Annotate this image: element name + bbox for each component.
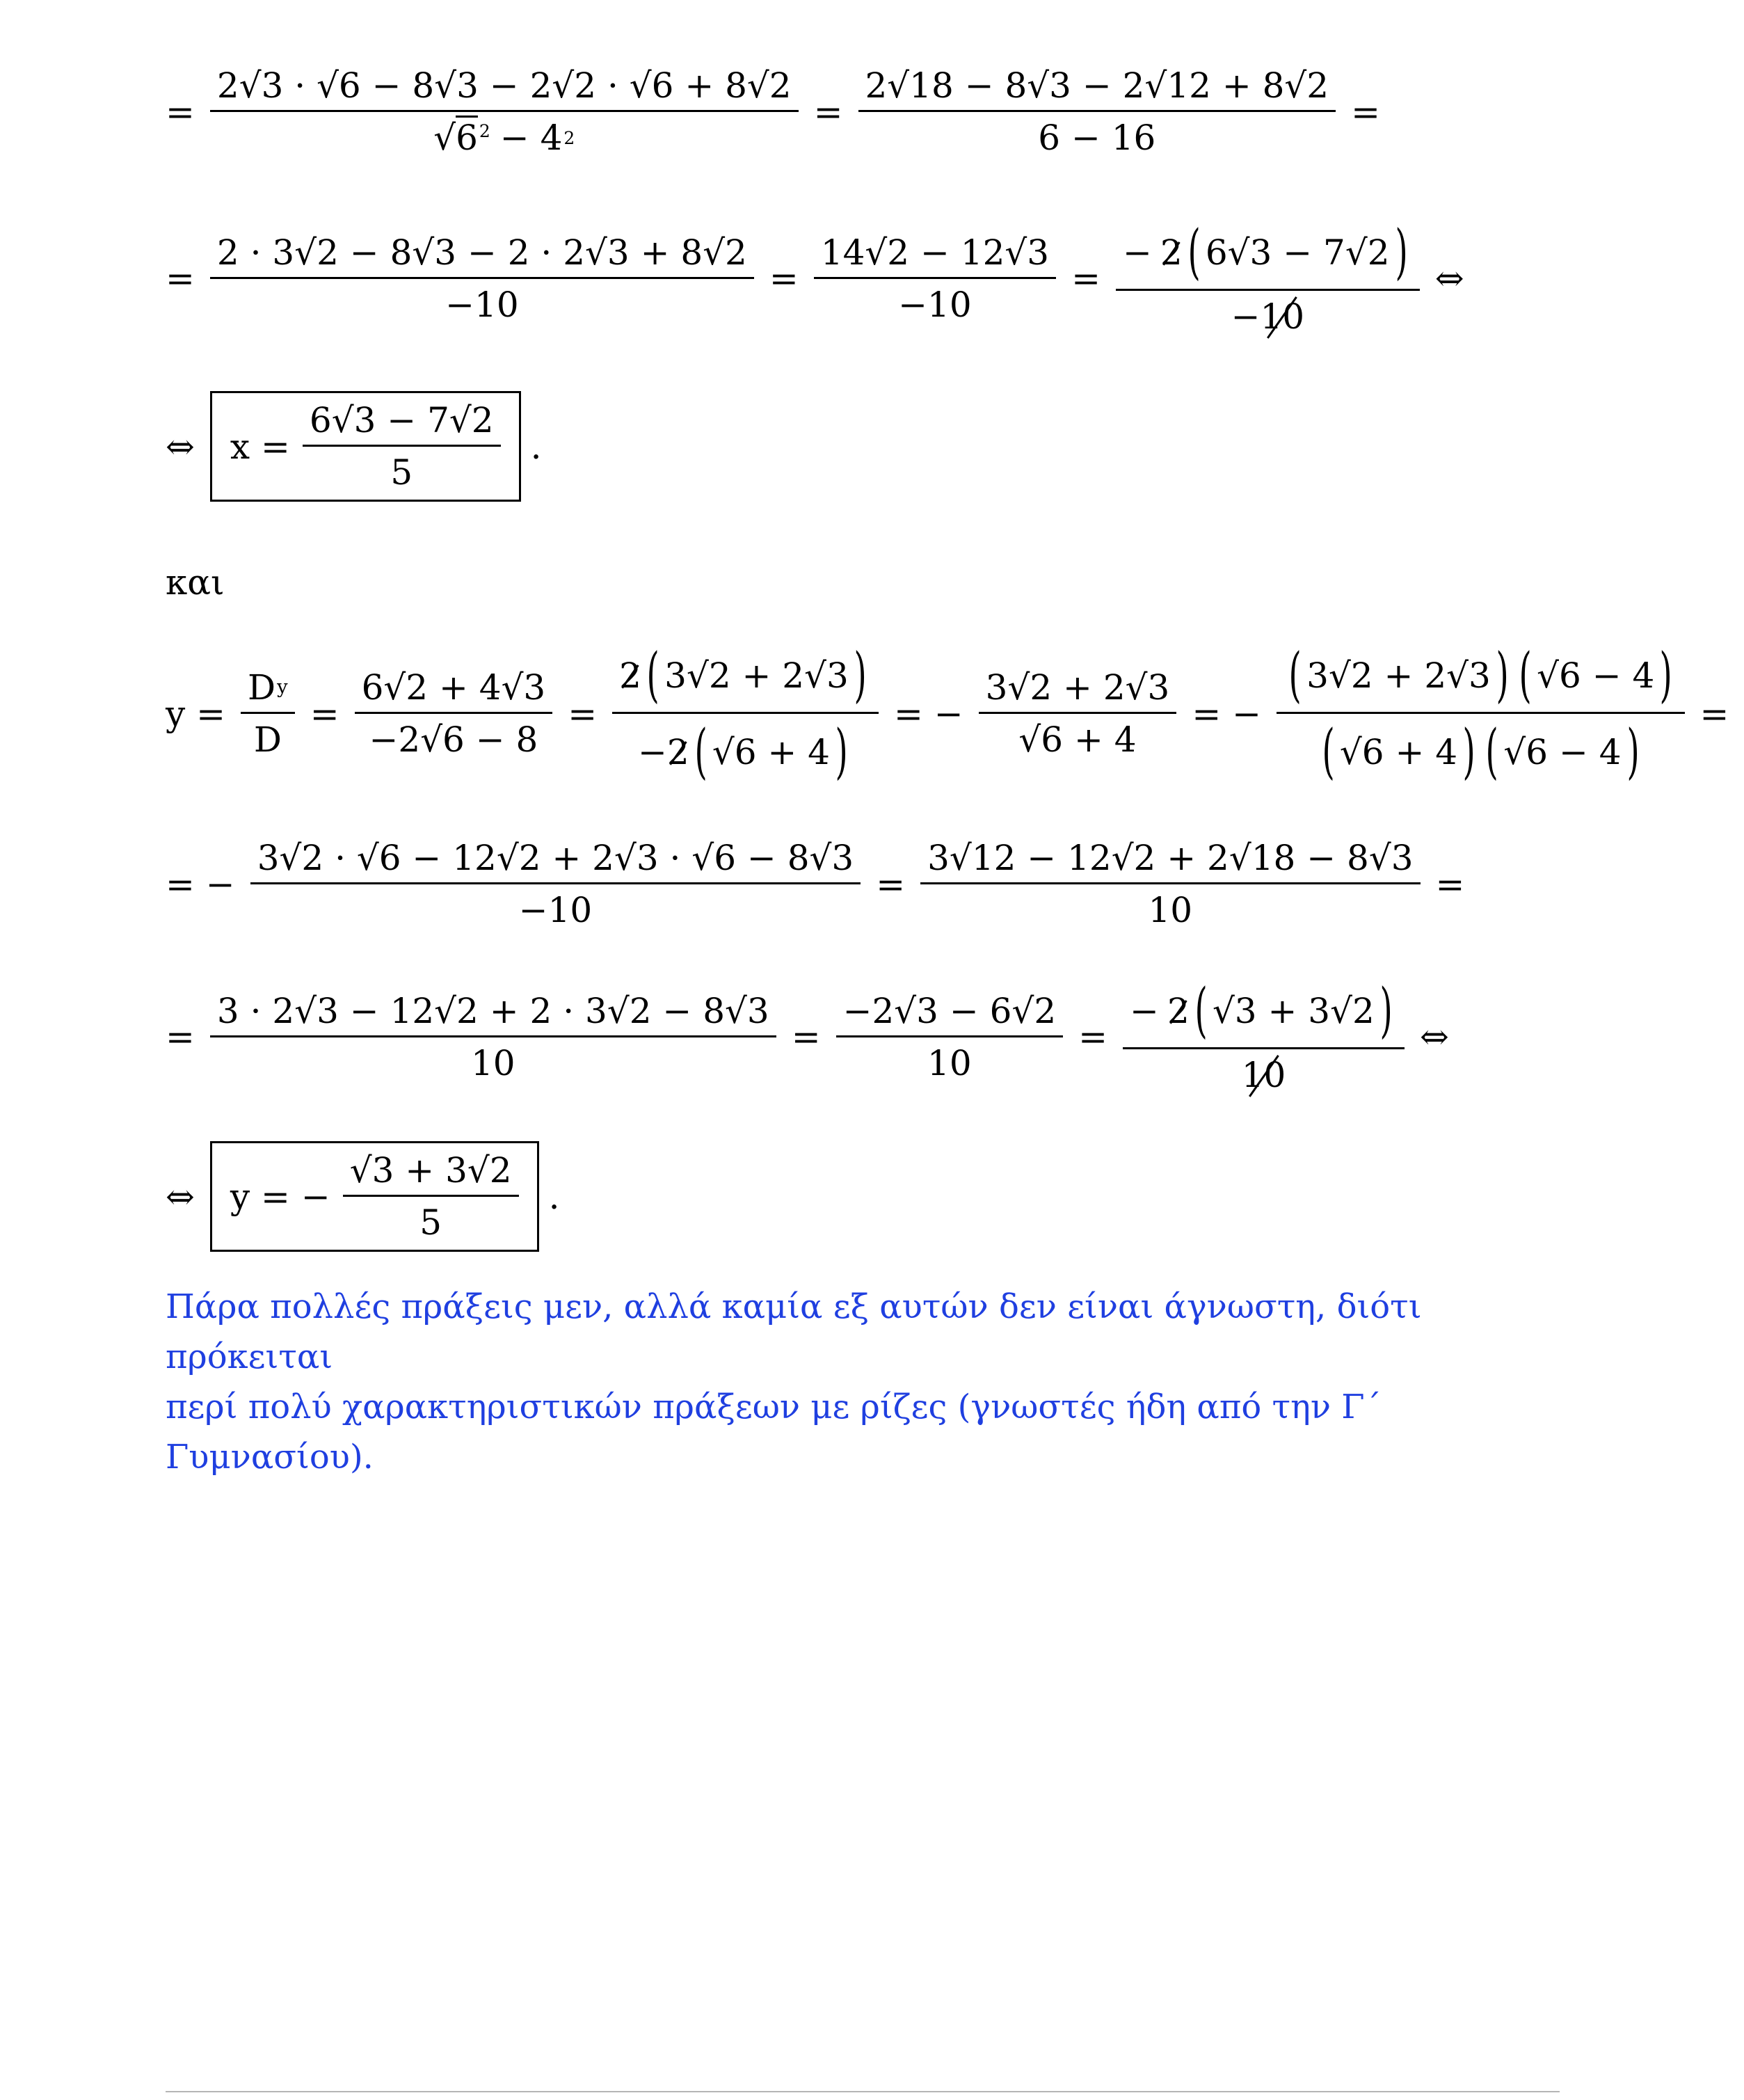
fraction xyxy=(920,838,1420,930)
denominator: 10 xyxy=(210,1035,776,1081)
fraction xyxy=(343,1150,519,1243)
denominator: D xyxy=(241,712,295,757)
equals-sign: = xyxy=(568,693,598,734)
numerator: √3 + 3√2 xyxy=(349,1150,512,1191)
fraction xyxy=(836,990,1064,1083)
cancelled-factor: 2 xyxy=(1160,232,1183,273)
fraction xyxy=(241,667,295,760)
equals-minus: = − xyxy=(893,693,963,734)
denominator: − 10 xyxy=(1116,289,1420,334)
denominator: −10 xyxy=(210,277,754,322)
fraction xyxy=(612,641,879,786)
denominator: 5 xyxy=(303,445,501,490)
numerator: 6√2 + 4√3 xyxy=(361,667,546,708)
denominator: −2√6 − 8 xyxy=(355,712,553,757)
fraction xyxy=(210,990,776,1083)
equals-sign: = xyxy=(1078,1017,1108,1057)
numerator: − 2 ( 6√3 − 7√2 ) xyxy=(1122,218,1408,287)
footer-rule xyxy=(166,2091,1560,2092)
equation-line-y3 xyxy=(166,976,1464,1095)
numerator: 2√18 − 8√3 − 2√12 + 8√2 xyxy=(865,65,1329,106)
equation-line-1 xyxy=(166,65,1395,158)
iff-arrow: ⇔ xyxy=(1434,258,1464,299)
cancelled-factor: 2 xyxy=(619,655,641,696)
denominator: ( √6 + 4 ) ( √6 − 4 ) xyxy=(1277,712,1685,781)
numerator: −2√3 − 6√2 xyxy=(842,990,1057,1031)
equals-minus: = − xyxy=(166,864,235,905)
equation-line-y2 xyxy=(166,838,1480,930)
equals-sign: = xyxy=(310,693,339,734)
fraction xyxy=(355,667,553,760)
fraction xyxy=(858,65,1336,158)
denominator: 6 − 16 xyxy=(858,110,1336,155)
denominator: −10 xyxy=(814,277,1056,322)
fraction xyxy=(250,838,861,930)
equals-sign: = xyxy=(791,1017,821,1057)
fraction xyxy=(1277,641,1685,786)
numerator: 3 · 2√3 − 12√2 + 2 · 3√2 − 8√3 xyxy=(216,990,769,1031)
numerator: − 2 ( √3 + 3√2 ) xyxy=(1130,976,1393,1045)
denominator: 10 xyxy=(836,1035,1064,1081)
numerator: ( 3√2 + 2√3 ) ( √6 − 4 ) xyxy=(1288,641,1673,710)
note-line-2: περί πολύ χαρακτηριστικών πράξεων με ρίζες (γνωστές ήδη από την Γ΄ Γυμνασίου). xyxy=(166,1387,1382,1477)
iff-arrow: ⇔ xyxy=(1419,1017,1449,1057)
minus-four: − 4 xyxy=(499,118,563,158)
cancelled-factor: 2 xyxy=(666,731,689,772)
y-label: y = xyxy=(166,693,226,734)
equals-minus: = − xyxy=(1192,693,1261,734)
denominator xyxy=(210,110,799,158)
equals-sign: = xyxy=(166,91,195,132)
x-result-box xyxy=(210,391,521,502)
numerator: 3√12 − 12√2 + 2√18 − 8√3 xyxy=(927,838,1414,878)
denominator: − 2 ( √6 + 4 ) xyxy=(612,712,879,781)
equals-sign: = xyxy=(876,864,906,905)
numerator: 2 · 3√2 − 8√3 − 2 · 2√3 + 8√2 xyxy=(216,232,747,273)
cancelled-factor: 10 xyxy=(1260,296,1305,337)
denominator: −10 xyxy=(250,882,861,928)
numerator: D y xyxy=(248,667,288,708)
left-paren: ( xyxy=(1187,218,1201,287)
x-label: x = xyxy=(230,426,290,467)
fraction xyxy=(814,232,1056,325)
iff-arrow: ⇔ xyxy=(166,1176,195,1217)
fraction xyxy=(210,232,754,325)
equals-sign: = xyxy=(813,91,843,132)
denominator: √6 + 4 xyxy=(979,712,1177,757)
exponent: 2 xyxy=(563,127,575,148)
equals-sign: = xyxy=(166,258,195,299)
period: . xyxy=(548,1176,560,1217)
equals-sign: = xyxy=(769,258,799,299)
equals-sign: = xyxy=(1699,693,1729,734)
equals-sign: = xyxy=(1071,258,1101,299)
y-result-line xyxy=(166,1141,559,1252)
equation-line-2 xyxy=(166,218,1480,337)
fraction xyxy=(210,65,799,158)
sqrt-six-squared: $√6^2$ xyxy=(433,120,490,155)
note-line-1: Πάρα πολλές πράξεις μεν, αλλά καμία εξ αυτών δεν είναι άγνωστη, διότι πρόκειται xyxy=(166,1287,1422,1376)
numerator: 3√2 · √6 − 12√2 + 2√3 · √6 − 8√3 xyxy=(257,838,854,878)
equals-sign: = xyxy=(1351,91,1381,132)
numerator: 2 ( 3√2 + 2√3 ) xyxy=(619,641,867,710)
fraction xyxy=(1123,976,1405,1095)
x-result-line xyxy=(166,391,541,502)
equals-sign: = xyxy=(166,1017,195,1057)
fraction xyxy=(1116,218,1420,337)
equals-sign: = xyxy=(1435,864,1465,905)
denominator: 10 xyxy=(920,882,1420,928)
right-paren: ) xyxy=(1394,218,1408,287)
numerator: 14√2 − 12√3 xyxy=(820,232,1050,273)
cancelled-factor: 2 xyxy=(1167,990,1190,1031)
y-label: y = − xyxy=(230,1176,330,1217)
fraction xyxy=(303,400,501,493)
numerator: 3√2 + 2√3 xyxy=(985,667,1170,708)
fraction xyxy=(979,667,1177,760)
y-result-box xyxy=(210,1141,539,1252)
iff-arrow: ⇔ xyxy=(166,426,195,467)
denominator: 5 xyxy=(343,1195,519,1240)
blue-note-paragraph xyxy=(166,1282,1585,1482)
equation-line-y1 xyxy=(166,641,1744,786)
numerator: 2√3 · √6 − 8√3 − 2√2 · √6 + 8√2 xyxy=(216,65,792,106)
connector-word: και xyxy=(166,562,225,603)
denominator xyxy=(1123,1047,1405,1095)
period: . xyxy=(530,426,542,467)
numerator: 6√3 − 7√2 xyxy=(309,400,494,440)
cancelled-factor: 10 xyxy=(1241,1055,1286,1095)
